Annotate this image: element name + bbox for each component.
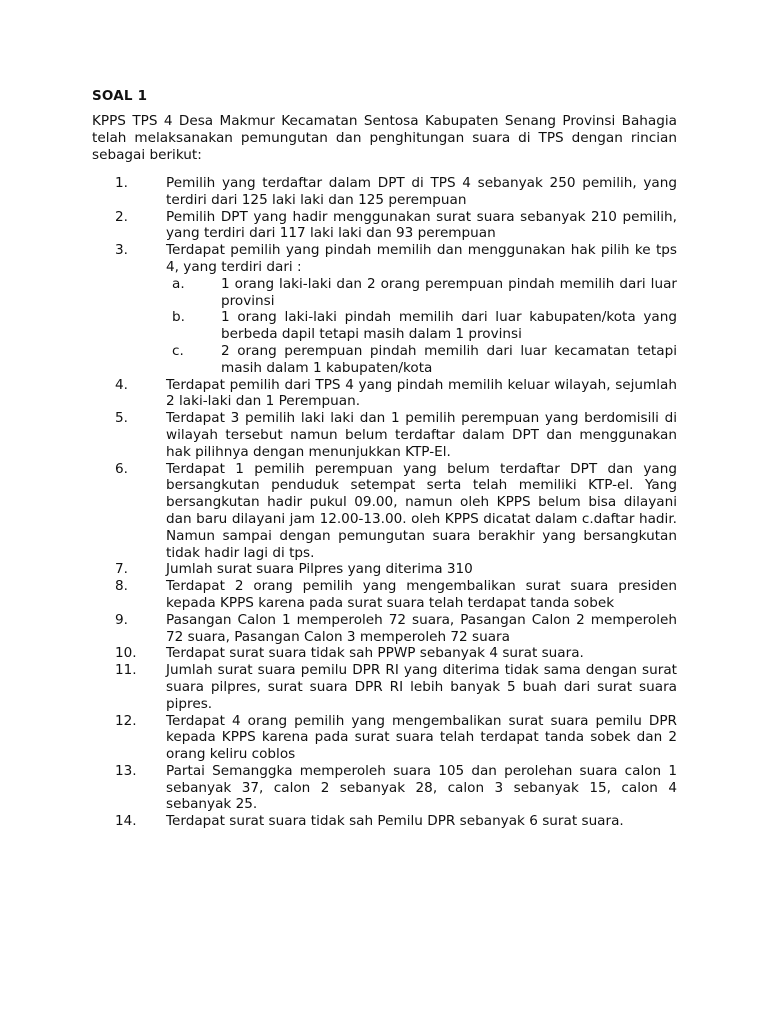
list-item-text: Terdapat pemilih dari TPS 4 yang pindah memilih keluar wilayah, sejumlah 2 laki-laki dan 1 Perempuan.	[166, 376, 677, 410]
sub-list-item	[166, 343, 677, 377]
list-item-number: 1.	[115, 175, 128, 191]
list-item-body	[166, 561, 677, 578]
list-item-number: 6.	[115, 460, 128, 477]
list-item	[92, 461, 677, 562]
list-item-body	[166, 645, 677, 662]
list-item-text: Pemilih yang terdaftar dalam DPT di TPS 4 sebanyak 250 pemilih, yang terdiri dari 125 laki laki dan 125 perempuan	[166, 175, 677, 208]
list-item	[92, 175, 677, 209]
list-item-text: Terdapat 3 pemilih laki laki dan 1 pemilih perempuan yang berdomisili di wilayah tersebut namun belum terdaftar dalam DPT dan menggunakan hak pilihnya dengan menunjukkan KTP-El.	[166, 410, 677, 460]
list-item-number: 2.	[115, 208, 128, 225]
list-item-body	[166, 813, 677, 830]
list-item-number: 7.	[115, 561, 128, 578]
list-item-number: 4.	[115, 376, 128, 393]
list-item	[92, 377, 677, 411]
list-item	[92, 209, 677, 243]
list-item-number: 3.	[115, 242, 128, 259]
list-item-text: Terdapat 1 pemilih perempuan yang belum terdaftar DPT dan yang bersangkutan penduduk setempat serta telah memiliki KTP-el. Yang bersangkutan hadir pukul 09.00, namun oleh KPPS belum bisa dilayani dan baru dilayani jam 12.00-13.00. oleh KPPS dicatat dalam c.daftar hadir. Namun sampai dengan pemungutan suara berakhir yang bersangkutan tidak hadir lagi di tps.	[166, 460, 677, 561]
list-item-body	[166, 461, 677, 562]
list-item-text: Partai Semanggka memperoleh suara 105 dan perolehan suara calon 1 sebanyak 37, calon 2 sebanyak 28, calon 3 sebanyak 15, calon 4 sebanyak 25.	[166, 762, 677, 813]
list-item-number: 8.	[115, 578, 128, 595]
sub-list-item-text: 2 orang perempuan pindah memilih dari luar kecamatan tetapi masih dalam 1 kabupaten/kota	[221, 342, 677, 376]
list-item	[92, 763, 677, 813]
list-item-number: 10.	[115, 645, 137, 662]
list-item	[92, 813, 677, 830]
list-item-body	[166, 578, 677, 612]
list-item	[92, 410, 677, 460]
list-item-number: 13.	[115, 762, 137, 779]
list-item-body	[166, 612, 677, 646]
list-item	[92, 662, 677, 712]
sub-list-item-letter: c.	[172, 342, 184, 359]
list-item-number: 5.	[115, 410, 128, 427]
intro-paragraph: KPPS TPS 4 Desa Makmur Kecamatan Sentosa Kabupaten Senang Provinsi Bahagia telah melaksanakan pemungutan dan penghitungan suara di TPS dengan rincian sebagai berikut:	[92, 113, 677, 163]
sub-list-item-letter: b.	[172, 309, 185, 326]
list-item	[92, 561, 677, 578]
list-item-text: Jumlah surat suara pemilu DPR RI yang diterima tidak sama dengan surat suara pilpres, surat suara DPR RI lebih banyak 5 buah dari surat suara pipres.	[166, 662, 677, 712]
list-item-text: Terdapat 2 orang pemilih yang mengembalikan surat suara presiden kepada KPPS karena pada surat suara telah terdapat tanda sobek	[166, 578, 677, 611]
list-item-number: 12.	[115, 712, 137, 729]
list-item-text: Pemilih DPT yang hadir menggunakan surat suara sebanyak 210 pemilih, yang terdiri dari 117 laki laki dan 93 perempuan	[166, 208, 677, 242]
list-item-text: Pasangan Calon 1 memperoleh 72 suara, Pasangan Calon 2 memperoleh 72 suara, Pasangan Calon 3 memperoleh 72 suara	[166, 611, 677, 645]
list-item-body	[166, 242, 677, 376]
list-item	[92, 713, 677, 763]
sub-list-item-text: 1 orang laki-laki dan 2 orang perempuan pindah memilih dari luar provinsi	[221, 275, 677, 309]
list-item-body	[166, 377, 677, 411]
sub-list-item	[166, 276, 677, 310]
list-item-number: 9.	[115, 611, 128, 628]
list-item-text: Terdapat surat suara tidak sah PPWP sebanyak 4 surat suara.	[166, 645, 584, 662]
numbered-list	[92, 175, 677, 830]
document-title: SOAL 1	[92, 88, 148, 104]
list-item-number: 11.	[115, 662, 137, 679]
list-item-body	[166, 410, 677, 460]
list-item-body	[166, 713, 677, 763]
list-item	[92, 645, 677, 662]
list-item-body	[166, 209, 677, 243]
list-item-number: 14.	[115, 813, 137, 830]
list-item-text: Terdapat pemilih yang pindah memilih dan menggunakan hak pilih ke tps 4, yang terdiri dari :	[166, 242, 677, 275]
sub-list-item-letter: a.	[172, 275, 185, 292]
list-item-text: Terdapat surat suara tidak sah Pemilu DPR sebanyak 6 surat suara.	[166, 813, 624, 830]
list-item-body	[166, 763, 677, 813]
list-item	[92, 242, 677, 376]
sub-list-item-text: 1 orang laki-laki pindah memilih dari luar kabupaten/kota yang berbeda dapil tetapi masih dalam 1 provinsi	[221, 309, 677, 343]
list-item-body	[166, 662, 677, 712]
sub-list-item	[166, 309, 677, 343]
list-item-text: Jumlah surat suara Pilpres yang diterima 310	[166, 561, 473, 578]
list-item-text: Terdapat 4 orang pemilih yang mengembalikan surat suara pemilu DPR kepada KPPS karena pada surat suara telah terdapat tanda sobek dan 2 orang keliru coblos	[166, 712, 677, 763]
list-item	[92, 612, 677, 646]
list-item	[92, 578, 677, 612]
list-item-body	[166, 175, 677, 209]
